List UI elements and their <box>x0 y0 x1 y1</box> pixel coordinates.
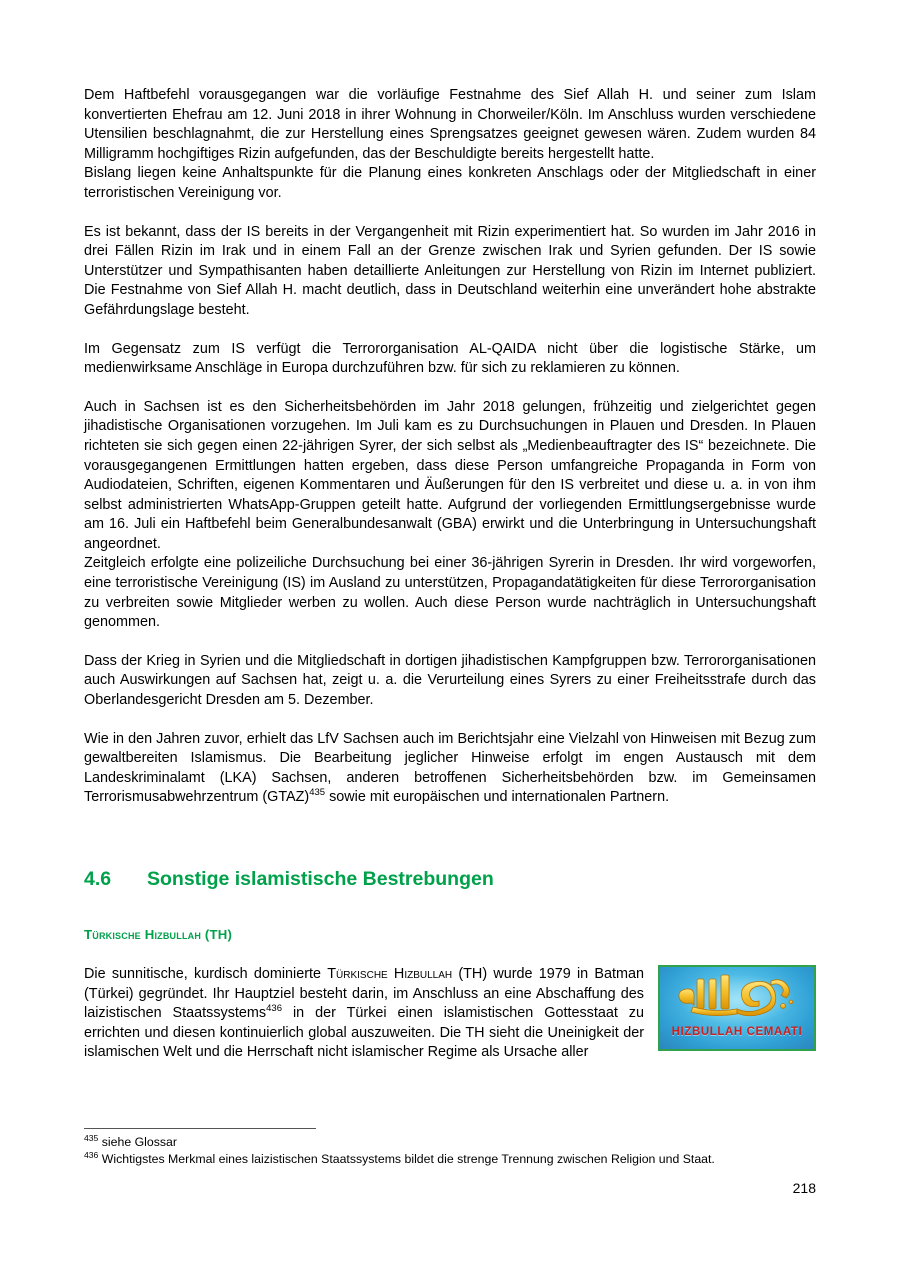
footnote-ref-436[interactable]: 436 <box>266 1003 282 1015</box>
spacer-after-section <box>84 891 816 927</box>
logo-latin-text: HIZBULLAH CEMAATI <box>671 1026 803 1038</box>
desc-org-name-smallcaps: Türkische Hizbullah <box>327 966 453 982</box>
footnote-436-text: Wichtigstes Merkmal eines laizistischen Staatssystems bildet die strenge Trennung zwischen Religion und Staat. <box>101 1151 715 1166</box>
footnote-435-text: siehe Glossar <box>101 1135 177 1149</box>
section-title: Sonstige islamistische Bestrebungen <box>147 868 494 890</box>
paragraph-7: Dass der Krieg in Syrien und die Mitgliedschaft in dortigen jihadistischen Kampfgruppen bzw. Terrororganisationen auch Auswirkungen auf Sachsen hat, zeigt u. a. die Verurteilung eines Syrers zu einer Freiheitsstrafe durch das Oberlandesgericht Dresden am 5. Dezember. <box>84 652 816 709</box>
page-content <box>84 86 816 1082</box>
section-number: 4.6 <box>84 868 112 890</box>
subsection-heading: Türkische Hizbullah (TH) <box>84 927 233 942</box>
paragraph-2: Bislang liegen keine Anhaltspunkte für die Planung eines konkreten Anschlags oder der Mitgliedschaft in einer terroristischen Vereinigung vor. <box>84 165 816 201</box>
section-heading <box>84 868 816 891</box>
paragraph-3: Es ist bekannt, dass der IS bereits in der Vergangenheit mit Rizin experimentiert hat. So wurden im Jahr 2016 in drei Fällen Rizin im Irak und in einem Fall an der Grenze zwischen Irak und Syrien gefunden. Der IS sowie Unterstützer und Sympathisanten haben detaillierte Anleitungen zur Herstellung von Rizin im Internet publiziert. Die Festnahme von Sief Allah H. macht deutlich, dass in Deutschland weiterhin eine unverändert hohe abstrakte Gefährdungslage besteht. <box>84 223 816 318</box>
footnote-ref-435[interactable]: 435 <box>309 787 326 799</box>
desc-part-c: in der Türkei einen islamistischen Gottesstaat zu errichten und diesen kontinuierlich global auszuweiten. Die TH sieht die Uneinigkeit der islamischen Welt und die Herrschaft nicht islamischer Regime als Ursache aller <box>84 1005 645 1061</box>
desc-part-b: (TH) wurde 1979 in Batman (Türkei) gegründet. Ihr Hauptziel besteht darin, im Anschluss an eine Abschaffung des laizistischen Staatssystems <box>84 966 644 1022</box>
arabic-calligraphy-icon <box>660 973 814 1019</box>
spacer-before-section <box>84 808 816 868</box>
paragraph-6: Zeitgleich erfolgte eine polizeiliche Durchsuchung bei einer 36-jährigen Syrerin in Dresden. Ihr wird vorgeworfen, eine terroristische Vereinigung (IS) im Ausland zu unterstützen, Propagandatätigkeiten für diese Terrororganisation zu verbreiten sowie Mitglieder werben zu wollen. Auch diese Person wurde nachträglich in Untersuchungshaft genommen. <box>84 555 816 631</box>
organisation-logo-container <box>658 965 816 1051</box>
paragraph-4: Im Gegensatz zum IS verfügt die Terrororganisation AL-QAIDA nicht über die logistische Stärke, um medienwirksame Anschläge in Europa durchzuführen bzw. für sich zu reklamieren zu können. <box>84 340 816 377</box>
page-number: 218 <box>792 1180 816 1196</box>
paragraph-8-text-before: Wie in den Jahren zuvor, erhielt das LfV Sachsen auch im Berichtsjahr eine Vielzahl von Hinweisen mit Bezug zum gewaltbereiten Islamismus. Die Bearbeitung jeglicher Hinweise erfolgt im engen Austausch mit dem Landeskriminalamt (LKA) Sachsen, anderen betroffenen Sicherheitsbehörden bzw. im Gemeinsamen Terrorismusabwehrzentrum (GTAZ) <box>84 730 816 806</box>
hizbullah-cemaati-logo <box>658 965 816 1051</box>
desc-part-a: Die sunnitische, kurdisch dominierte <box>84 966 328 982</box>
footnote-435-mark: 435 <box>84 1132 99 1143</box>
paragraph-1: Dem Haftbefehl vorausgegangen war die vorläufige Festnahme des Sief Allah H. und seiner zum Islam konvertierten Ehefrau am 12. Juni 2018 in ihrer Wohnung in Chorweiler/Köln. Im Anschluss wurden verschiedene Utensilien beschlagnahmt, die zur Herstellung eines Sprengsatzes geeignet gewesen wären. Zudem wurden 84 Milligramm hochgiftiges Rizin aufgefunden, das der Beschuldigte bereits hergestellt hatte. <box>84 87 816 162</box>
footnote-436-mark: 436 <box>84 1149 99 1160</box>
paragraph-5: Auch in Sachsen ist es den Sicherheitsbehörden im Jahr 2018 gelungen, frühzeitig und zielgerichtet gegen jihadistische Organisationen vorzugehen. Im Juli kam es zu Durchsuchungen in Plauen und Dresden. In Plauen richteten sie sich gegen einen 22-jährigen Syrer, der sich selbst als „Medienbeauftragter des IS“ bezeichnete. Die vorausgegangenen Ermittlungen hatten ergeben, dass diese Person umfangreiche Propaganda in Form von Audiodateien, Schriften, eigenen Kommentaren und Äußerungen für den IS verbreitet und diese u. a. in von ihm selbst administrierten WhatsApp-Gruppen geteilt hatte. Aufgrund der vorliegenden Ermittlungsergebnisse wurde am 16. Juli ein Haftbefehl beim Generalbundesanwalt (GBA) erwirkt und die Unterbringung in Untersuchungshaft angeordnet. <box>84 398 816 552</box>
spacer-after-subheading <box>84 942 816 965</box>
footnotes-section <box>84 1128 816 1167</box>
footnote-separator-rule <box>84 1128 316 1129</box>
paragraph-8-text-after: sowie mit europäischen und internationalen Partnern. <box>325 789 670 806</box>
footnote-436 <box>84 1151 816 1168</box>
paragraph-8-with-footnote <box>84 730 816 808</box>
footnote-435 <box>84 1134 816 1151</box>
